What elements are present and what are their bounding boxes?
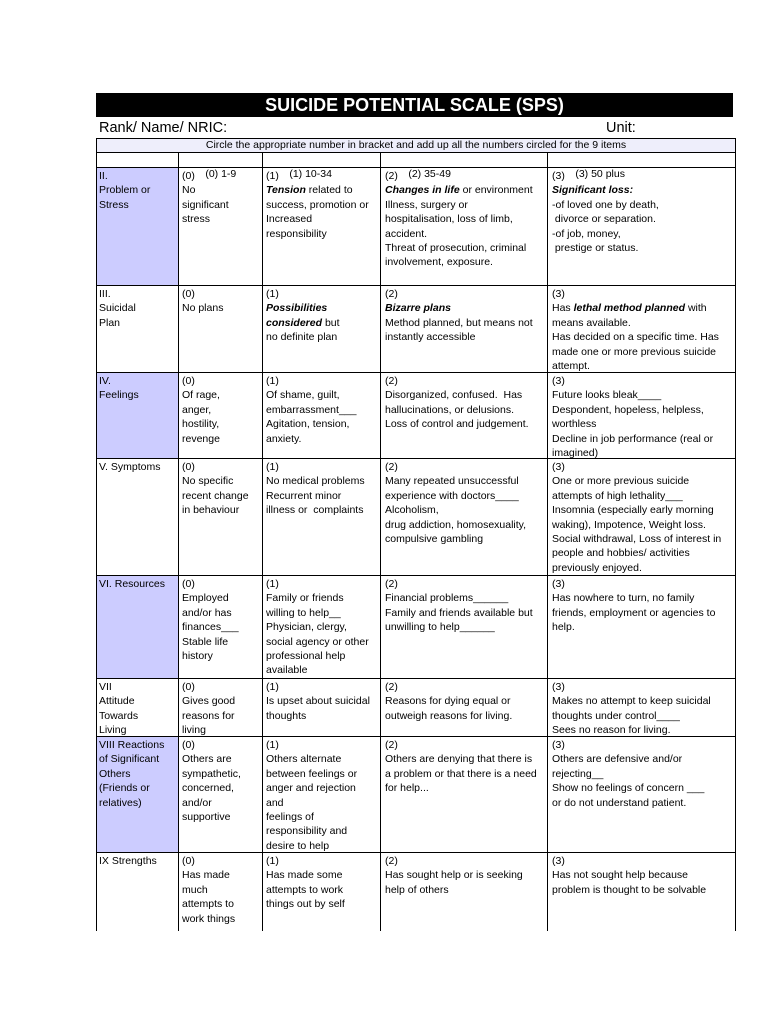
score-text-line: (2): [385, 461, 398, 473]
score-text-line: attempt.: [552, 359, 590, 372]
score-text-line: hostility,: [182, 418, 220, 431]
score-text-line: stress: [182, 213, 211, 226]
score-text-line: Future looks bleak____: [552, 389, 662, 402]
score-text-line: (0): [182, 375, 195, 387]
score-text-line: (1): [266, 855, 279, 867]
score-text-line: thoughts under control____: [552, 709, 680, 722]
score-text-line: No: [182, 184, 196, 197]
item-label-line: Problem or: [99, 184, 151, 197]
score-text-line: hallucinations, or delusions.: [385, 403, 514, 416]
item-label-line: Towards: [99, 709, 139, 722]
score-text-line: available: [266, 664, 308, 677]
item-label-line: of Significant: [99, 753, 160, 766]
item-label-cell: [97, 853, 179, 931]
score-text-line: Has decided on a specific time. Has: [552, 331, 719, 344]
score-text-line: work things: [182, 912, 236, 925]
score-text-line: Family or friends: [266, 592, 344, 605]
score-3-cell: [548, 737, 735, 852]
score-text-line: made one or more previous suicide: [552, 345, 717, 358]
score-text-line: unwilling to help______: [385, 621, 495, 634]
score-text-line: anxiety.: [266, 432, 302, 445]
score-text-line: success, promotion or: [266, 198, 369, 211]
score-text-line: Has sought help or is seeking: [385, 869, 523, 882]
score-text-line: Employed: [182, 592, 229, 605]
age-score-0-label: (0) 1-9: [205, 168, 237, 180]
score-text-line: instantly accessible: [385, 331, 476, 344]
score-text-line: [552, 183, 733, 197]
score-text-line: (1): [266, 461, 279, 473]
score-text-line: (0): [182, 170, 195, 182]
item-label-line: VI. Resources: [99, 578, 165, 590]
score-text-line: (1): [266, 739, 279, 751]
score-text-line: (2): [385, 739, 398, 751]
score-text-line: No specific: [182, 475, 234, 488]
score-2-cell: [381, 286, 548, 372]
score-text-line: between feelings or: [266, 767, 358, 780]
header-item-cell: [97, 153, 179, 167]
score-text-line: imagined): [552, 446, 599, 459]
score-text-line: Others alternate: [266, 753, 342, 766]
score-text-line: [385, 301, 545, 315]
emphasized-text: Tension: [266, 184, 306, 197]
item-row: [97, 286, 735, 373]
score-text-line: in behaviour: [182, 504, 240, 517]
score-text-line: prestige or status.: [552, 241, 639, 254]
score-text-line: Has made some: [266, 869, 343, 882]
score-text-line: people and hobbies/ activities: [552, 547, 690, 560]
emphasized-text: lethal method planned: [573, 302, 686, 315]
score-text-line: divorce or separation.: [552, 213, 656, 226]
score-text-line: Recurrent minor: [266, 489, 342, 502]
score-text-line: Has nowhere to turn, no family: [552, 592, 695, 605]
score-text-line: and/or: [182, 796, 212, 809]
score-text-line: supportive: [182, 810, 231, 823]
item-label-line: Living: [99, 724, 127, 737]
item-label-line: V. Symptoms: [99, 461, 161, 473]
age-score-2-label: (2) 35-49: [408, 168, 451, 180]
text-run: Has: [552, 302, 574, 315]
item-label-line: (Friends or: [99, 782, 150, 795]
score-text-line: [552, 301, 733, 315]
form-title-bar: [96, 93, 733, 117]
item-label-cell: [97, 373, 179, 458]
score-0-cell: [179, 373, 263, 458]
item-row: [97, 679, 735, 737]
header-score-3-cell: [548, 153, 735, 180]
score-text-line: Increased: [266, 213, 313, 226]
emphasized-text: Possibilities: [266, 302, 328, 315]
score-1-cell: [263, 853, 381, 931]
score-text-line: One or more previous suicide: [552, 475, 690, 488]
score-text-line: (3): [552, 739, 565, 751]
score-text-line: anger,: [182, 403, 212, 416]
instruction-text: Circle the appropriate number in bracket and add up all the numbers circled for the 9 items: [205, 139, 627, 151]
score-text-line: -of loved one by death,: [552, 198, 659, 211]
text-run: related to: [305, 184, 353, 197]
score-text-line: help.: [552, 621, 575, 634]
score-text-line: involvement, exposure.: [385, 256, 493, 269]
score-text-line: [266, 316, 378, 330]
score-text-line: (2): [385, 681, 398, 693]
score-text-line: or do not understand patient.: [552, 796, 687, 809]
score-text-line: Financial problems______: [385, 592, 509, 605]
score-text-line: Sees no reason for living.: [552, 724, 671, 737]
score-0-cell: [179, 737, 263, 852]
item-label-cell: [97, 168, 179, 285]
score-text-line: professional help: [266, 649, 346, 662]
score-text-line: waking), Impotence, Weight loss.: [552, 518, 706, 531]
score-0-cell: [179, 576, 263, 678]
score-text-line: Illness, surgery or: [385, 198, 468, 211]
score-text-line: (3): [552, 461, 565, 473]
emphasized-text: Bizarre plans: [385, 302, 451, 315]
score-text-line: and/or has: [182, 606, 232, 619]
score-text-line: Of shame, guilt,: [266, 389, 340, 402]
score-text-line: outweigh reasons for living.: [385, 709, 513, 722]
unit-label: Unit:: [606, 120, 636, 136]
score-text-line: Agitation, tension,: [266, 418, 350, 431]
score-text-line: (0): [182, 288, 195, 300]
age-score-3-label: (3) 50 plus: [575, 168, 625, 180]
score-0-cell: [179, 286, 263, 372]
score-text-line: Method planned, but means not: [385, 316, 533, 329]
score-1-cell: [263, 459, 381, 575]
score-text-line: Has not sought help because: [552, 869, 689, 882]
form-title: SUICIDE POTENTIAL SCALE (SPS): [265, 95, 564, 115]
score-text-line: things out by self: [266, 898, 345, 911]
score-text-line: drug addiction, homosexuality,: [385, 518, 527, 531]
score-text-line: [266, 301, 378, 315]
rank-name-nric-label: Rank/ Name/ NRIC:: [99, 120, 228, 136]
score-text-line: (1): [266, 681, 279, 693]
score-text-line: accident.: [385, 227, 428, 240]
score-text-line: (1): [266, 170, 279, 182]
identity-row: [96, 118, 736, 138]
score-text-line: (2): [385, 170, 398, 182]
score-text-line: Others are denying that there is: [385, 753, 533, 766]
score-text-line: anger and rejection: [266, 782, 356, 795]
score-1-cell: [263, 737, 381, 852]
score-text-line: and: [266, 796, 284, 809]
item-label-line: II.: [99, 170, 108, 182]
score-text-line: Others are defensive and/or: [552, 753, 683, 766]
score-text-line: (3): [552, 855, 565, 867]
item-row: [97, 853, 735, 931]
score-text-line: history: [182, 649, 213, 662]
score-text-line: -of job, money,: [552, 227, 621, 240]
score-text-line: Stable life: [182, 635, 229, 648]
score-text-line: attempts of high lethality___: [552, 489, 683, 502]
score-text-line: embarrassment___: [266, 403, 357, 416]
score-text-line: responsibility: [266, 227, 327, 240]
score-text-line: Alcoholism,: [385, 504, 439, 517]
score-text-line: hospitalisation, loss of limb,: [385, 213, 513, 226]
score-2-cell: [381, 459, 548, 575]
score-3-cell: [548, 853, 735, 931]
score-text-line: (2): [385, 375, 398, 387]
score-text-line: (1): [266, 288, 279, 300]
score-text-line: a problem or that there is a need: [385, 767, 537, 780]
item-row: [97, 737, 735, 853]
score-text-line: means available.: [552, 316, 631, 329]
score-text-line: (2): [385, 855, 398, 867]
item-label-line: Feelings: [99, 389, 139, 402]
score-3-cell: [548, 286, 735, 372]
item-row: [97, 373, 735, 459]
item-row: [97, 459, 735, 576]
item-row: [97, 576, 735, 679]
item-label-line: VII: [99, 681, 112, 693]
item-label-cell: [97, 679, 179, 736]
item-row: [97, 168, 735, 286]
score-text-line: [266, 183, 378, 197]
score-text-line: thoughts: [266, 709, 307, 722]
score-text-line: finances___: [182, 621, 239, 634]
score-0-cell: [179, 168, 263, 285]
score-text-line: significant: [182, 198, 229, 211]
score-1-cell: [263, 168, 381, 285]
item-label-cell: [97, 286, 179, 372]
scale-table: [96, 138, 736, 931]
score-text-line: friends, employment or agencies to: [552, 606, 716, 619]
score-text-line: Is upset about suicidal: [266, 695, 370, 708]
score-text-line: No plans: [182, 302, 224, 315]
score-text-line: Reasons for dying equal or: [385, 695, 511, 708]
score-text-line: (0): [182, 461, 195, 473]
score-text-line: Threat of prosecution, criminal: [385, 241, 527, 254]
score-3-cell: [548, 679, 735, 736]
item-label-line: IX Strengths: [99, 855, 157, 867]
score-text-line: Of rage,: [182, 389, 220, 402]
score-text-line: attempts to work: [266, 883, 344, 896]
text-run: or environment: [459, 184, 533, 197]
score-0-cell: [179, 459, 263, 575]
item-label-line: IV.: [99, 375, 111, 387]
score-1-cell: [263, 373, 381, 458]
score-text-line: Has made: [182, 869, 230, 882]
score-text-line: social agency or other: [266, 635, 369, 648]
score-1-cell: [263, 576, 381, 678]
score-text-line: desire to help: [266, 839, 330, 852]
score-2-cell: [381, 853, 548, 931]
score-2-cell: [381, 737, 548, 852]
score-text-line: (3): [552, 578, 565, 590]
score-text-line: living: [182, 724, 206, 737]
score-text-line: no definite plan: [266, 331, 338, 344]
item-label-line: Others: [99, 767, 131, 780]
score-text-line: (3): [552, 681, 565, 693]
score-2-cell: [381, 679, 548, 736]
score-text-line: (1): [266, 578, 279, 590]
score-text-line: feelings of: [266, 810, 314, 823]
score-text-line: help of others: [385, 883, 449, 896]
score-text-line: Despondent, hopeless, helpless,: [552, 403, 704, 416]
item-rows: [97, 168, 735, 931]
emphasized-text: considered: [266, 316, 323, 329]
score-3-cell: [548, 373, 735, 458]
score-text-line: [385, 183, 545, 197]
score-text-line: previously enjoyed.: [552, 561, 642, 574]
item-label-line: Attitude: [99, 695, 135, 708]
score-1-cell: [263, 286, 381, 372]
score-text-line: illness or complaints: [266, 504, 364, 517]
score-2-cell: [381, 168, 548, 285]
score-text-line: (3): [552, 288, 565, 300]
age-score-1-label: (1) 10-34: [289, 168, 332, 180]
score-3-cell: [548, 459, 735, 575]
score-text-line: responsibility and: [266, 825, 348, 838]
score-text-line: much: [182, 883, 208, 896]
score-text-line: Others are: [182, 753, 232, 766]
score-text-line: (3): [552, 170, 565, 182]
item-label-cell: [97, 737, 179, 852]
score-text-line: Many repeated unsuccessful: [385, 475, 519, 488]
score-text-line: Insomnia (especially early morning: [552, 504, 714, 517]
score-text-line: rejecting__: [552, 767, 604, 780]
score-3-cell: [548, 576, 735, 678]
header-score-2-cell: [381, 153, 548, 180]
score-text-line: (0): [182, 739, 195, 751]
header-score-0-cell: [179, 153, 263, 180]
item-label-cell: [97, 459, 179, 575]
score-text-line: (2): [385, 288, 398, 300]
score-text-line: compulsive gambling: [385, 532, 484, 545]
score-text-line: Gives good: [182, 695, 236, 708]
score-2-cell: [381, 576, 548, 678]
score-text-line: Makes no attempt to keep suicidal: [552, 695, 711, 708]
text-run: with: [685, 302, 707, 315]
score-text-line: Physician, clergy,: [266, 621, 347, 634]
emphasized-text: Changes in life: [385, 184, 460, 197]
score-0-cell: [179, 853, 263, 931]
score-text-line: experience with doctors____: [385, 489, 519, 502]
score-text-line: Loss of control and judgement.: [385, 418, 529, 431]
score-text-line: (3): [552, 375, 565, 387]
score-text-line: (0): [182, 681, 195, 693]
score-3-cell: [548, 168, 735, 285]
text-run: but: [322, 316, 340, 329]
score-text-line: (2): [385, 578, 398, 590]
item-label-line: III.: [99, 288, 111, 300]
item-label-line: Plan: [99, 316, 121, 329]
score-text-line: Disorganized, confused. Has: [385, 389, 523, 402]
score-text-line: reasons for: [182, 709, 235, 722]
score-2-cell: [381, 373, 548, 458]
score-text-line: Show no feelings of concern ___: [552, 782, 705, 795]
score-text-line: Decline in job performance (real or: [552, 432, 714, 445]
score-text-line: (0): [182, 855, 195, 867]
item-label-cell: [97, 576, 179, 678]
score-text-line: recent change: [182, 489, 249, 502]
score-text-line: concerned,: [182, 782, 234, 795]
emphasized-text: Significant loss:: [552, 184, 634, 197]
item-label-line: relatives): [99, 796, 142, 809]
score-text-line: Social withdrawal, Loss of interest in: [552, 532, 722, 545]
score-1-cell: [263, 679, 381, 736]
score-text-line: attempts to: [182, 898, 234, 911]
score-text-line: Family and friends available but: [385, 606, 533, 619]
item-label-line: VIII Reactions: [99, 739, 165, 751]
score-text-line: (1): [266, 375, 279, 387]
score-text-line: No medical problems: [266, 475, 365, 488]
instruction-row: [97, 139, 735, 153]
score-text-line: revenge: [182, 432, 220, 445]
item-label-line: Stress: [99, 198, 129, 211]
header-score-1-cell: [263, 153, 381, 180]
score-0-cell: [179, 679, 263, 736]
score-text-line: problem is thought to be solvable: [552, 883, 707, 896]
score-text-line: for help...: [385, 782, 429, 795]
score-text-line: worthless: [552, 418, 597, 431]
score-text-line: willing to help__: [266, 606, 341, 619]
item-label-line: Suicidal: [99, 302, 136, 315]
score-text-line: (0): [182, 578, 195, 590]
score-text-line: sympathetic,: [182, 767, 241, 780]
